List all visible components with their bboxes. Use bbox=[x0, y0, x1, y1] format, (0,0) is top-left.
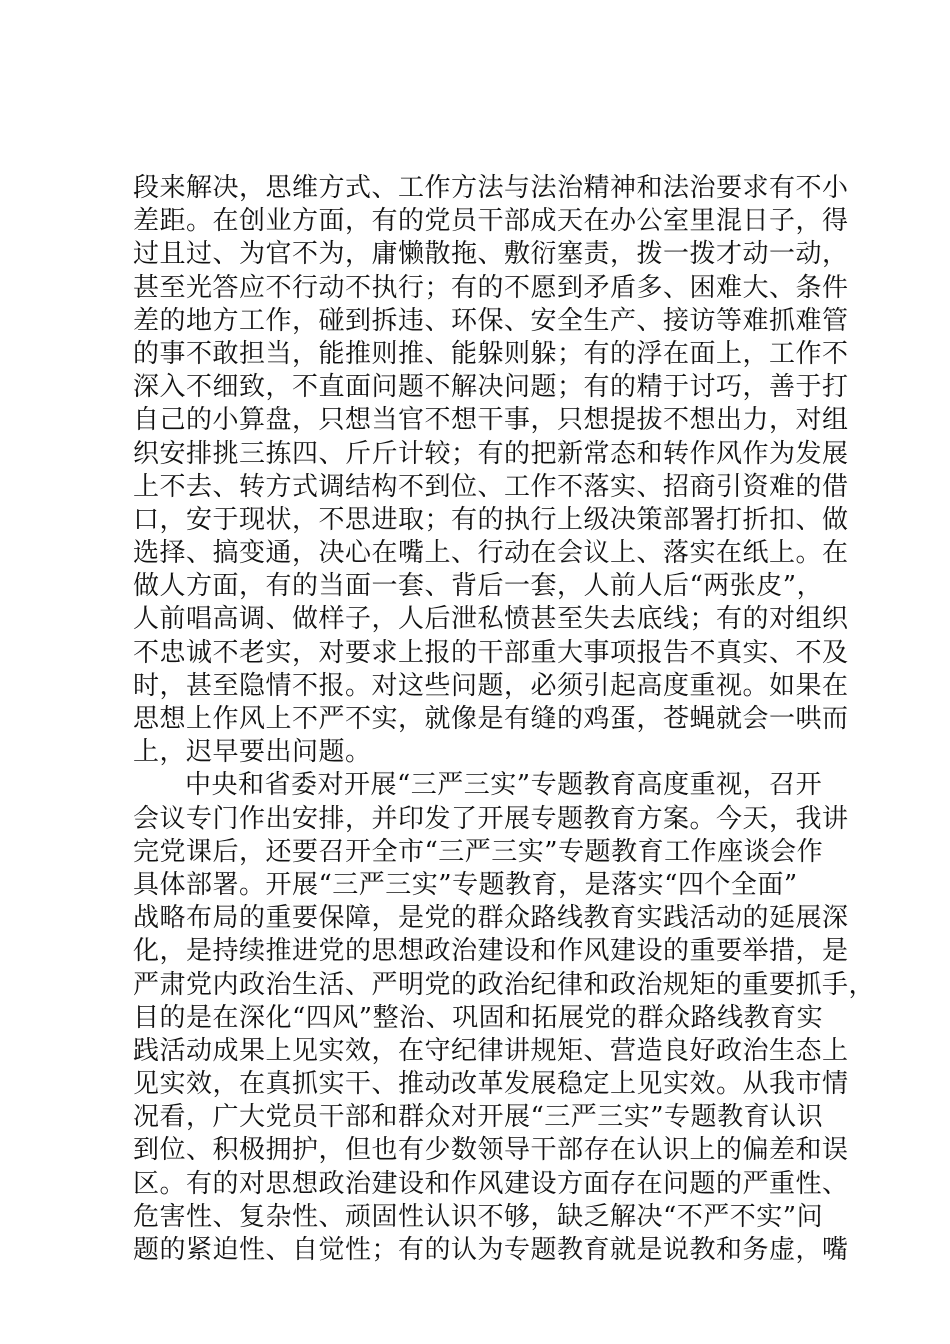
text-line: 上不去、转方式调结构不到位、工作不落实、招商引资难的借 bbox=[133, 471, 849, 502]
body-text bbox=[133, 172, 876, 1267]
paragraph-start-line: 中央和省委对开展“三严三实”专题教育高度重视，召开 bbox=[185, 770, 823, 801]
text-line: 口，安于现状，不思进取；有的执行上级决策部署打折扣、做 bbox=[133, 504, 849, 535]
text-line: 上，迟早要出问题。 bbox=[133, 737, 372, 768]
text-line: 完党课后，还要召开全市“三严三实”专题教育工作座谈会作 bbox=[133, 836, 824, 867]
text-line: 过且过、为官不为，庸懒散拖、敷衍塞责，拨一拨才动一动， bbox=[133, 239, 849, 270]
text-line: 会议专门作出安排，并印发了开展专题教育方案。今天，我讲 bbox=[133, 803, 849, 834]
text-line: 人前唱高调、做样子，人后泄私愤甚至失去底线；有的对组织 bbox=[133, 604, 849, 635]
text-line: 具体部署。开展“三严三实”专题教育，是落实“四个全面” bbox=[133, 869, 798, 900]
text-line: 选择、搞变通，决心在嘴上、行动在会议上、落实在纸上。在 bbox=[133, 538, 849, 569]
text-line: 织安排挑三拣四、斤斤计较；有的把新常态和转作风作为发展 bbox=[133, 438, 849, 469]
text-line: 见实效，在真抓实干、推动改革发展稳定上见实效。从我市情 bbox=[133, 1069, 849, 1100]
text-line: 的事不敢担当，能推则推、能躲则躲；有的浮在面上，工作不 bbox=[133, 338, 849, 369]
text-line: 化，是持续推进党的思想政治建设和作风建设的重要举措，是 bbox=[133, 936, 849, 967]
text-line: 差的地方工作，碰到拆违、环保、安全生产、接访等难抓难管 bbox=[133, 305, 849, 336]
text-line: 题的紧迫性、自觉性；有的认为专题教育就是说教和务虚，嘴 bbox=[133, 1235, 849, 1265]
text-line: 况看，广大党员干部和群众对开展“三严三实”专题教育认识 bbox=[133, 1102, 824, 1133]
text-line: 区。有的对思想政治建设和作风建设方面存在问题的严重性、 bbox=[133, 1168, 849, 1199]
text-line: 思想上作风上不严不实，就像是有缝的鸡蛋，苍蝇就会一哄而 bbox=[133, 704, 849, 734]
text-line: 时，甚至隐情不报。对这些问题，必须引起高度重视。如果在 bbox=[133, 670, 849, 701]
text-line: 做人方面，有的当面一套、背后一套，人前人后“两张皮”， bbox=[133, 571, 824, 602]
text-line: 深入不细致，不直面问题不解决问题；有的精于讨巧，善于打 bbox=[133, 372, 849, 403]
text-line: 差距。在创业方面，有的党员干部成天在办公室里混日子，得 bbox=[133, 206, 849, 237]
text-line: 践活动成果上见实效，在守纪律讲规矩、营造良好政治生态上 bbox=[133, 1035, 849, 1066]
text-line: 不忠诚不老实，对要求上报的干部重大事项报告不真实、不及 bbox=[133, 637, 849, 668]
text-line: 战略布局的重要保障，是党的群众路线教育实践活动的延展深 bbox=[133, 903, 849, 934]
text-line: 严肃党内政治生活、严明党的政治纪律和政治规矩的重要抓手， bbox=[133, 969, 876, 1000]
text-line: 自己的小算盘，只想当官不想干事，只想提拔不想出力，对组 bbox=[133, 405, 849, 436]
text-line: 到位、积极拥护，但也有少数领导干部存在认识上的偏差和误 bbox=[133, 1135, 849, 1166]
text-line: 甚至光答应不行动不执行；有的不愿到矛盾多、困难大、条件 bbox=[133, 272, 849, 303]
text-line: 目的是在深化“四风”整治、巩固和拓展党的群众路线教育实 bbox=[133, 1002, 824, 1033]
text-line: 段来解决，思维方式、工作方法与法治精神和法治要求有不小 bbox=[133, 173, 849, 203]
text-line: 危害性、复杂性、顽固性认识不够，缺乏解决“不严不实”问 bbox=[133, 1201, 824, 1232]
